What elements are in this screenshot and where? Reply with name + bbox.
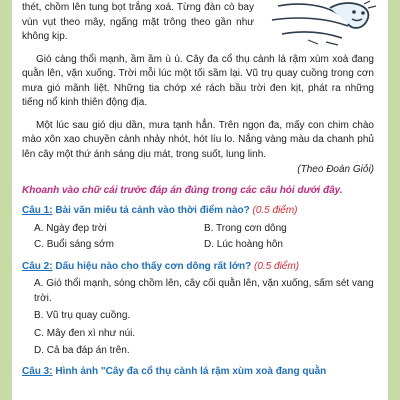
answer-options bbox=[22, 221, 374, 254]
story-paragraph-3: Một lúc sau gió dịu dần, mưa tạnh hẳn. Trên ngọn đa, mấy con chim chào mào xôn xao chuyền cành nhảy nhót, hót líu lo. Nắng vàng màu da chanh phủ lên cây một thứ ánh sáng dịu mát, trong suốt, lung linh. bbox=[22, 119, 374, 160]
option-d[interactable]: D. Lúc hoàng hôn bbox=[204, 239, 283, 250]
story-paragraph-2: Gió càng thổi mạnh, ầm ầm ù ù. Cây đa cổ thụ cành lá rậm xùm xoà đang quằn lên, vặn xuống. Trời mỗi lúc một tối sầm lại. Vũ trụ quay cuồng trong cơn mưa gió mãnh liệt. Những tia chớp xé rách bầu trời đen kịt, phát ra những tiếng nổ kinh thiên động địa. bbox=[22, 53, 374, 108]
option-a[interactable]: A. Gió thổi mạnh, sóng chồm lên, cây cối quằn lên, vặn xuống, sấm sét vang trời. bbox=[34, 278, 374, 304]
question-number: Câu 3: bbox=[22, 365, 53, 377]
question-heading bbox=[22, 204, 374, 219]
question-number: Câu 2: bbox=[22, 260, 53, 272]
option-b[interactable]: B. Vũ trụ quay cuồng. bbox=[34, 310, 131, 321]
option-c[interactable]: C. Mây đen xì như núi. bbox=[34, 327, 136, 339]
option-a[interactable]: A. Ngày đẹp trời bbox=[34, 222, 107, 234]
question-2 bbox=[22, 260, 374, 359]
story-paragraph-1: thét, chồm lên tung bọt trắng xoá. Từng đàn cò bay vùn vụt theo mây, ngấng mặt trông theo gần như không kịp. bbox=[22, 2, 254, 42]
instruction-text: Khoanh vào chữ cái trước đáp án đúng trong các câu hỏi dưới đây. bbox=[22, 184, 343, 196]
worksheet-content bbox=[22, 0, 374, 381]
question-points: (0.5 điểm) bbox=[252, 205, 298, 216]
question-text: Bài văn miêu tả cảnh vào thời điểm nào? bbox=[52, 205, 253, 216]
worksheet-page bbox=[12, 0, 388, 400]
answer-options bbox=[22, 277, 374, 359]
question-3 bbox=[22, 365, 374, 380]
question-points: (0.5 điểm) bbox=[254, 260, 300, 272]
option-b[interactable]: B. Trong cơn dông bbox=[204, 222, 287, 234]
question-1 bbox=[22, 204, 374, 254]
question-heading bbox=[22, 365, 374, 380]
question-text: Hình ảnh "Cây đa cổ thụ cành lá rậm xùm xoà đang quằn bbox=[52, 365, 327, 377]
option-c[interactable]: C. Buổi sáng sớm bbox=[34, 239, 114, 250]
question-heading bbox=[22, 260, 374, 275]
question-text: Dấu hiệu nào cho thấy cơn dông rất lớn? bbox=[52, 260, 255, 272]
story-author: (Theo Đoàn Giỏi) bbox=[297, 164, 374, 175]
question-number: Câu 1: bbox=[22, 205, 53, 216]
option-d[interactable]: D. Cả ba đáp án trên. bbox=[34, 345, 130, 356]
